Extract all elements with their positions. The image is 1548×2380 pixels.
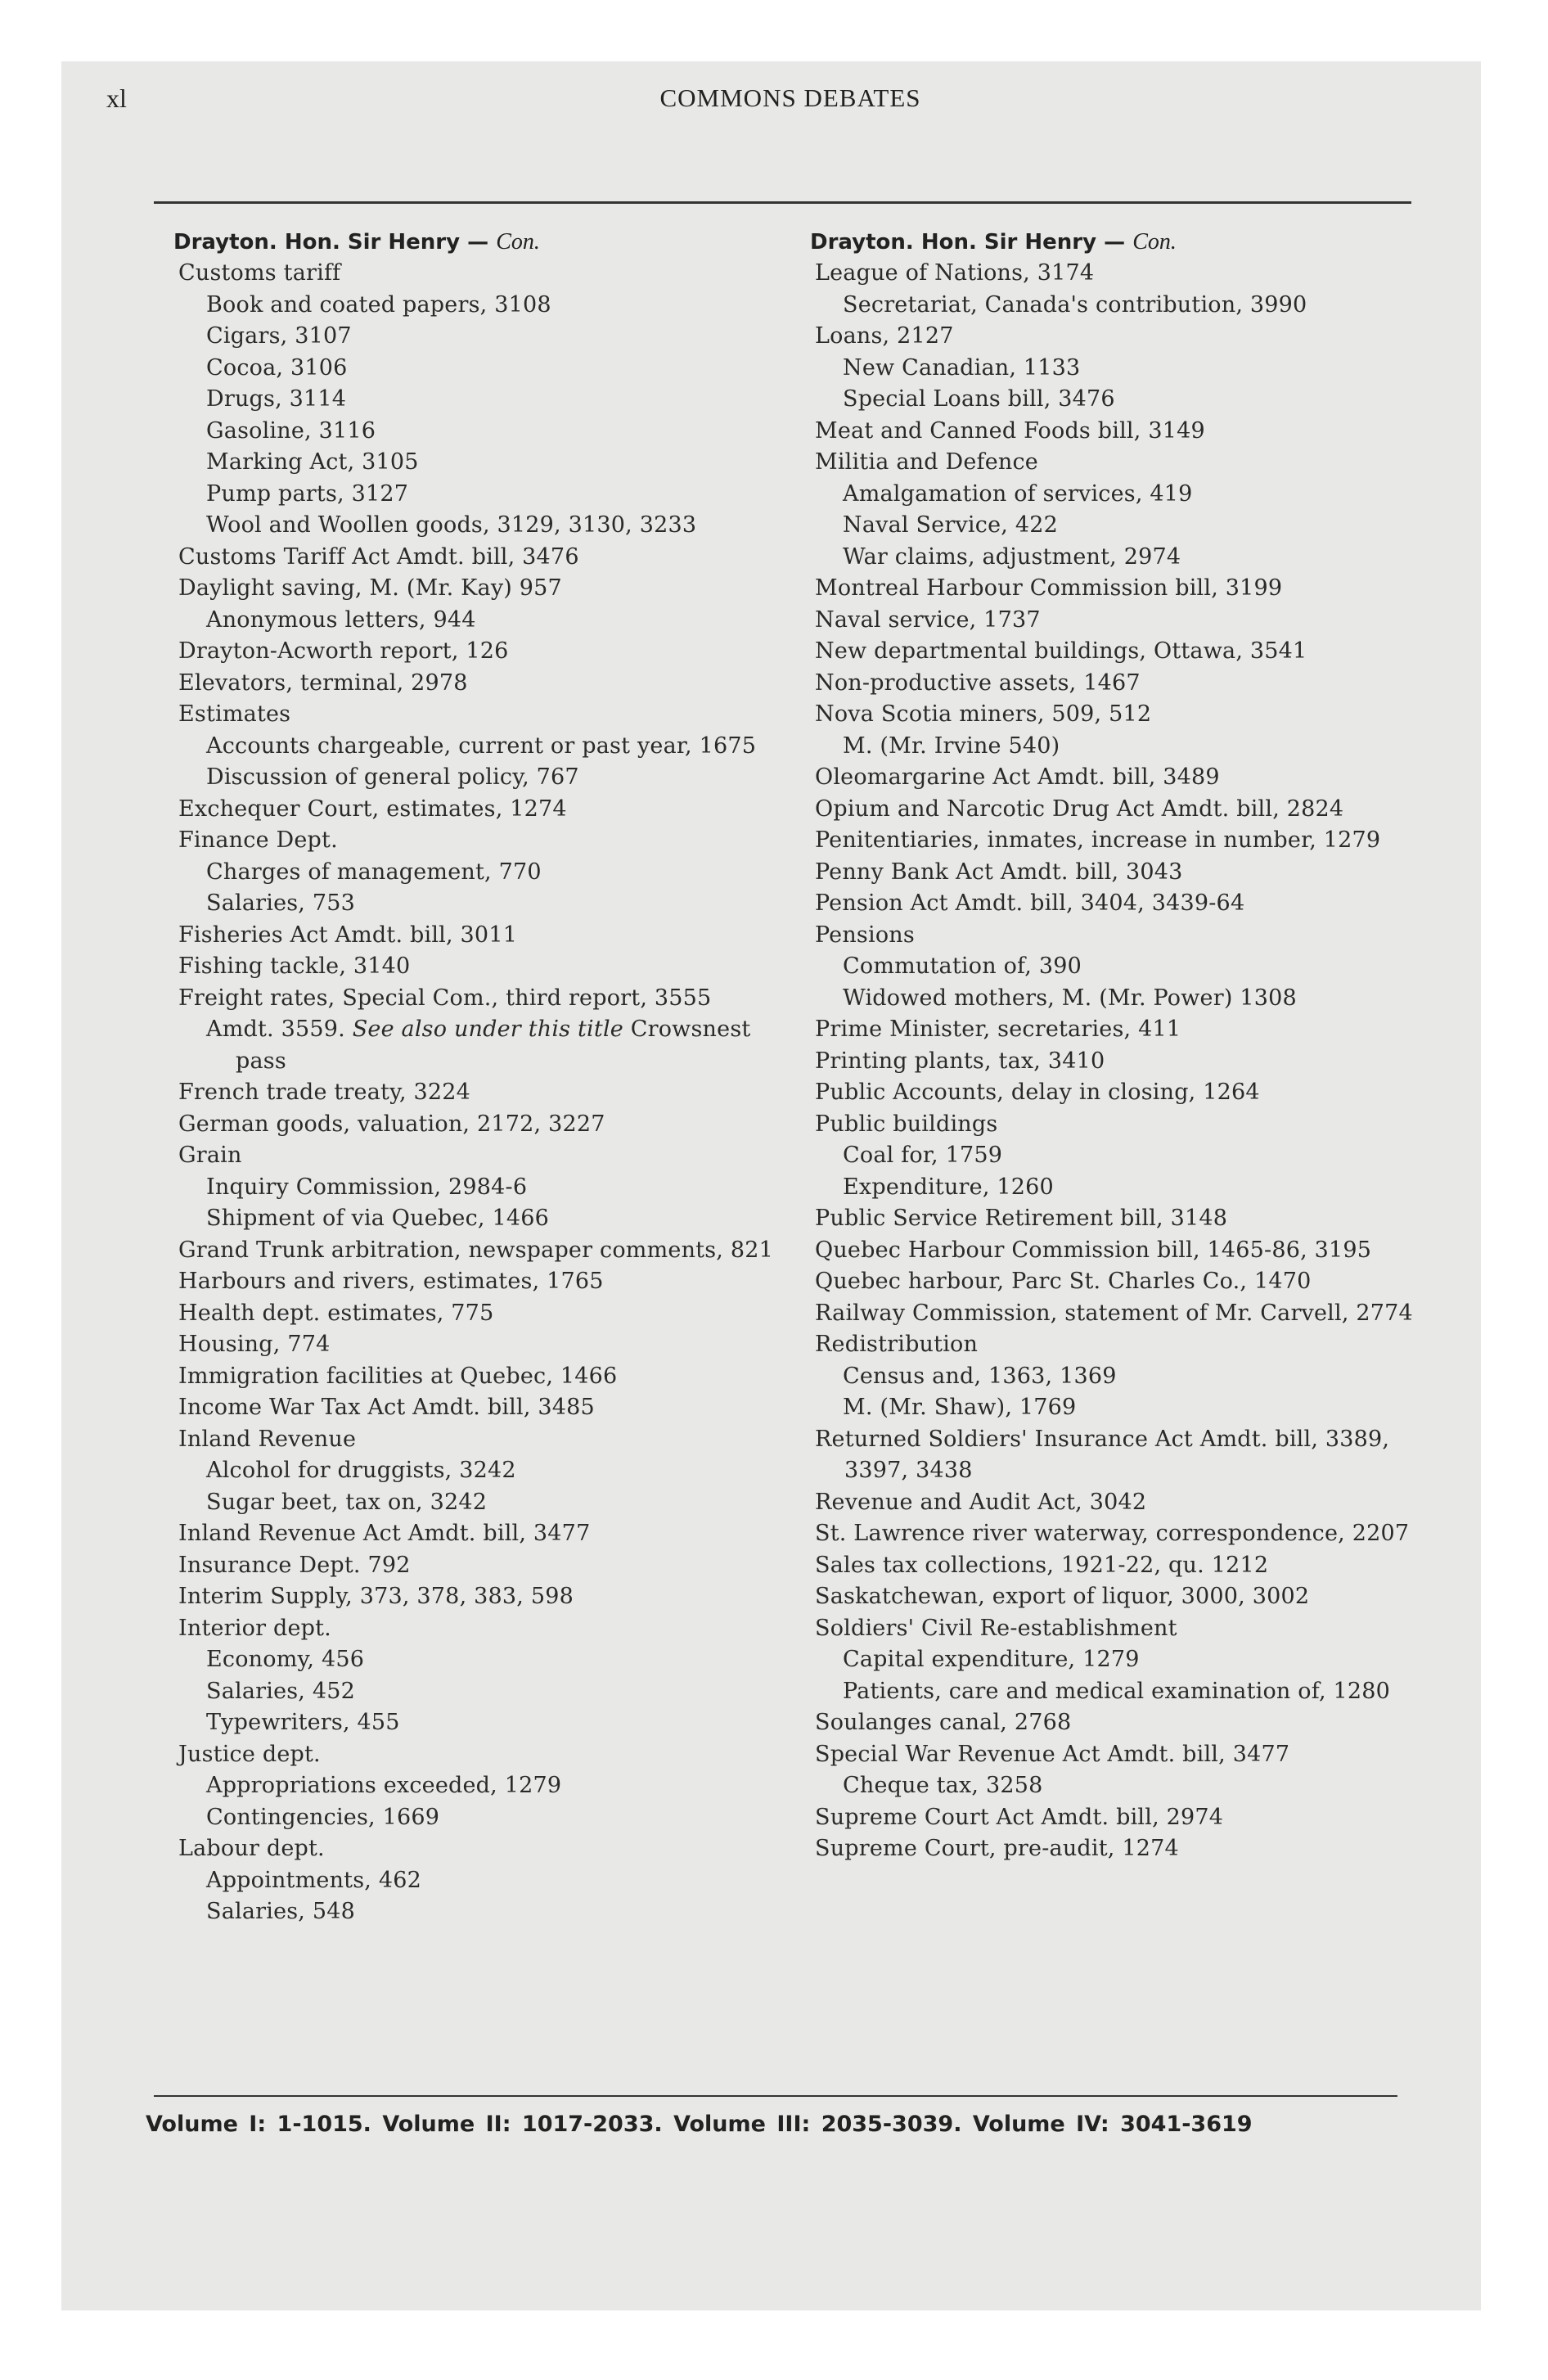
index-entry [178, 1424, 779, 1456]
entry-text: Inland Revenue [178, 1426, 357, 1452]
entry-text: Commutation of, 390 [843, 953, 1082, 979]
entry-text: Amdt. 3559. [206, 1016, 345, 1042]
entry-text: Drayton-Acworth report, 126 [178, 638, 509, 664]
entry-text: Fisheries Act Amdt. bill, 3011 [178, 922, 518, 948]
entry-text: Loans, 2127 [815, 323, 954, 349]
entry-text: Saskatchewan, export of liquor, 3000, 3002 [815, 1584, 1310, 1609]
index-entry [815, 668, 1415, 700]
index-subentry [206, 1014, 779, 1077]
entry-text: Penitentiaries, inmates, increase in number, 1279 [815, 827, 1381, 853]
index-entry [178, 920, 779, 952]
index-entry [815, 1613, 1415, 1645]
entry-text: Railway Commission, statement of Mr. Carvell, 2774 [815, 1300, 1413, 1326]
index-entry [178, 1613, 779, 1645]
entry-text: Public Service Retirement bill, 3148 [815, 1206, 1228, 1231]
index-entry [178, 1550, 779, 1582]
index-entry [178, 1518, 779, 1550]
heading-continued: Con. [1132, 229, 1177, 255]
index-subentry [206, 510, 779, 542]
index-subentry [206, 857, 779, 889]
index-subentry [206, 321, 779, 353]
index-entry [815, 1235, 1415, 1267]
index-subentry [843, 290, 1415, 322]
cross-reference: See also under this title [352, 1016, 623, 1042]
entry-text: Soldiers' Civil Re-establishment [815, 1615, 1177, 1641]
entry-text: Daylight saving, M. (Mr. Kay) 957 [178, 575, 562, 601]
entry-text: Pump parts, 3127 [206, 480, 409, 507]
entry-text: Special War Revenue Act Amdt. bill, 3477 [815, 1741, 1290, 1767]
entry-text: Harbours and rivers, estimates, 1765 [178, 1269, 604, 1294]
index-entry [178, 258, 779, 290]
index-entry [815, 573, 1415, 605]
header-divider [154, 201, 1411, 204]
index-entry [178, 1833, 779, 1865]
entry-text: Census and, 1363, 1369 [843, 1363, 1117, 1389]
entry-text: Oleomargarine Act Amdt. bill, 3489 [815, 764, 1220, 790]
index-entry [178, 573, 779, 605]
entry-text: Drugs, 3114 [206, 386, 347, 412]
index-entry [815, 857, 1415, 889]
entry-text: Shipment of via Quebec, 1466 [206, 1206, 549, 1231]
entry-text: Nova Scotia miners, 509, 512 [815, 701, 1152, 727]
entry-text: Grain [178, 1143, 242, 1168]
index-subentry [206, 1487, 779, 1519]
entry-text: New departmental buildings, Ottawa, 3541 [815, 638, 1307, 664]
index-entry [178, 1581, 779, 1613]
entry-text: Typewriters, 455 [206, 1710, 400, 1735]
entry-text: Coal for, 1759 [843, 1143, 1003, 1168]
entry-text: Non-productive assets, 1467 [815, 669, 1141, 696]
index-subentry [206, 1802, 779, 1834]
index-subentry [843, 384, 1415, 416]
index-entry [815, 794, 1415, 826]
entry-list [810, 258, 1415, 1865]
index-subentry [206, 731, 779, 763]
column-heading [173, 227, 779, 258]
entry-text: Gasoline, 3116 [206, 417, 376, 444]
entry-text: Cheque tax, 3258 [843, 1773, 1043, 1798]
entry-text: Opium and Narcotic Drug Act Amdt. bill, 2824 [815, 796, 1344, 822]
entry-text: Contingencies, 1669 [206, 1804, 440, 1830]
entry-text: Cocoa, 3106 [206, 354, 348, 381]
entry-text: League of Nations, 3174 [815, 260, 1095, 286]
entry-text: Fishing tackle, 3140 [178, 953, 411, 979]
entry-text: Exchequer Court, estimates, 1274 [178, 796, 567, 822]
entry-text: Supreme Court Act Amdt. bill, 2974 [815, 1804, 1224, 1830]
entry-text: Prime Minister, secretaries, 411 [815, 1016, 1181, 1042]
index-entry [815, 888, 1415, 920]
index-column-right [810, 227, 1415, 1865]
entry-text: Insurance Dept. 792 [178, 1552, 411, 1578]
index-subentry [206, 1644, 779, 1676]
entry-text: Appointments, 462 [206, 1867, 421, 1893]
index-entry [178, 794, 779, 826]
entry-text: Salaries, 452 [206, 1678, 356, 1704]
entry-text: Accounts chargeable, current or past year, 1675 [206, 732, 757, 759]
entry-text: M. (Mr. Shaw), 1769 [843, 1395, 1077, 1420]
index-subentry [843, 1172, 1415, 1204]
index-entry [815, 1077, 1415, 1109]
index-subentry [206, 1455, 779, 1487]
index-subentry [843, 1644, 1415, 1676]
index-subentry [843, 510, 1415, 542]
entry-text: Returned Soldiers' Insurance Act Amdt. bill, 3389, 3397, 3438 [815, 1426, 1390, 1483]
index-subentry [206, 1770, 779, 1802]
index-subentry [206, 888, 779, 920]
index-subentry [843, 1770, 1415, 1802]
page-header [0, 83, 1548, 124]
entry-text: Revenue and Audit Act, 3042 [815, 1489, 1147, 1515]
entry-text: Immigration facilities at Quebec, 1466 [178, 1363, 618, 1389]
entry-text: Militia and Defence [815, 449, 1038, 475]
heading-continued: Con. [496, 229, 540, 255]
entry-text: Estimates [178, 701, 291, 727]
index-entry [178, 542, 779, 574]
entry-text: Interim Supply, 373, 378, 383, 598 [178, 1584, 574, 1609]
entry-text: Salaries, 753 [206, 890, 356, 916]
entry-text: Economy, 456 [206, 1647, 365, 1672]
entry-text: Anonymous letters, 944 [206, 606, 476, 633]
index-subentry [843, 1676, 1415, 1708]
entry-text: Widowed mothers, M. (Mr. Power) 1308 [843, 985, 1297, 1011]
entry-text: Capital expenditure, 1279 [843, 1647, 1140, 1672]
index-entry [815, 1487, 1415, 1519]
index-entry [815, 1581, 1415, 1613]
index-subentry [843, 353, 1415, 385]
heading-name: Drayton. Hon. Sir Henry — [810, 230, 1126, 255]
index-subentry [206, 1203, 779, 1235]
entry-text: Montreal Harbour Commission bill, 3199 [815, 575, 1283, 601]
index-subentry [206, 384, 779, 416]
index-subentry [206, 416, 779, 448]
entry-text: French trade treaty, 3224 [178, 1080, 471, 1105]
page-number: xl [106, 83, 127, 113]
entry-text: Printing plants, tax, 3410 [815, 1048, 1105, 1074]
index-subentry [843, 479, 1415, 511]
index-subentry [843, 1392, 1415, 1424]
index-entry [815, 1707, 1415, 1739]
index-subentry [843, 951, 1415, 983]
index-entry [178, 1235, 779, 1267]
entry-text: Health dept. estimates, 775 [178, 1300, 494, 1326]
index-subentry [843, 731, 1415, 763]
entry-text: Quebec Harbour Commission bill, 1465-86, 3195 [815, 1237, 1372, 1263]
entry-text: Public buildings [815, 1111, 998, 1137]
index-entry [178, 1392, 779, 1424]
entry-list [173, 258, 779, 1928]
entry-text: Marking Act, 3105 [206, 449, 419, 475]
index-entry [178, 951, 779, 983]
index-entry [815, 1833, 1415, 1865]
entry-text: Public Accounts, delay in closing, 1264 [815, 1080, 1260, 1105]
volume-ranges: Volume I: 1-1015. Volume II: 1017-2033. Volume III: 2035-3039. Volume IV: 3041-3619 [146, 2112, 1253, 2137]
entry-text: Housing, 774 [178, 1332, 331, 1357]
index-entry [815, 416, 1415, 448]
entry-text: Redistribution [815, 1332, 979, 1357]
index-entry [178, 668, 779, 700]
entry-text: Naval Service, 422 [843, 512, 1058, 538]
index-subentry [206, 447, 779, 479]
index-entry [815, 825, 1415, 857]
entry-text: Meat and Canned Foods bill, 3149 [815, 417, 1205, 444]
index-subentry [206, 1172, 779, 1204]
index-subentry [206, 353, 779, 385]
index-entry [815, 605, 1415, 637]
index-entry [815, 762, 1415, 794]
index-entry [815, 447, 1415, 479]
entry-text: Wool and Woollen goods, 3129, 3130, 3233 [206, 512, 697, 538]
entry-text: Pensions [815, 922, 915, 948]
index-entry [815, 1014, 1415, 1046]
index-entry [178, 1077, 779, 1109]
index-subentry [843, 542, 1415, 574]
index-entry [815, 1550, 1415, 1582]
index-entry [178, 983, 779, 1015]
index-entry [815, 1266, 1415, 1298]
entry-text: Pension Act Amdt. bill, 3404, 3439-64 [815, 890, 1245, 916]
entry-text: Freight rates, Special Com., third report, 3555 [178, 985, 712, 1011]
index-entry [815, 699, 1415, 731]
index-entry [178, 825, 779, 857]
index-subentry [206, 1896, 779, 1928]
index-entry [815, 258, 1415, 290]
entry-text: Inquiry Commission, 2984-6 [206, 1174, 528, 1200]
entry-text: St. Lawrence river waterway, correspondence, 2207 [815, 1521, 1410, 1546]
entry-text: Naval service, 1737 [815, 606, 1041, 633]
entry-text: Special Loans bill, 3476 [843, 386, 1115, 412]
entry-text: Elevators, terminal, 2978 [178, 669, 468, 696]
entry-text: Salaries, 548 [206, 1899, 356, 1924]
entry-text: Appropriations exceeded, 1279 [206, 1773, 562, 1798]
index-entry [178, 1739, 779, 1771]
entry-text: Income War Tax Act Amdt. bill, 3485 [178, 1395, 595, 1420]
entry-text: War claims, adjustment, 2974 [843, 543, 1181, 570]
index-subentry [206, 290, 779, 322]
index-column-left [173, 227, 779, 1928]
index-subentry [843, 983, 1415, 1015]
index-entry [178, 636, 779, 668]
entry-text: Alcohol for druggists, 3242 [206, 1458, 516, 1483]
index-subentry [843, 1140, 1415, 1172]
index-entry [815, 636, 1415, 668]
entry-text: Patients, care and medical examination of, 1280 [843, 1678, 1391, 1704]
index-subentry [206, 762, 779, 794]
cross-reference-target: Crowsnest pass [236, 1016, 751, 1074]
entry-text: Secretariat, Canada's contribution, 3990 [843, 291, 1307, 318]
entry-text: Amalgamation of services, 419 [843, 480, 1193, 507]
index-entry [815, 321, 1415, 353]
entry-text: Inland Revenue Act Amdt. bill, 3477 [178, 1521, 591, 1546]
entry-text: Sugar beet, tax on, 3242 [206, 1489, 488, 1515]
index-entry [178, 1266, 779, 1298]
index-subentry [206, 1865, 779, 1897]
entry-text: Discussion of general policy, 767 [206, 764, 579, 790]
index-subentry [206, 605, 779, 637]
entry-text: Charges of management, 770 [206, 859, 542, 885]
index-entry [815, 1739, 1415, 1771]
page-title: COMMONS DEBATES [659, 83, 921, 112]
index-entry [815, 1424, 1415, 1487]
entry-text: M. (Mr. Irvine 540) [843, 732, 1060, 759]
heading-name: Drayton. Hon. Sir Henry — [173, 230, 489, 255]
entry-text: New Canadian, 1133 [843, 354, 1081, 381]
entry-text: Grand Trunk arbitration, newspaper comments, 821 [178, 1237, 773, 1263]
index-entry [815, 1046, 1415, 1078]
entry-text: Soulanges canal, 2768 [815, 1710, 1072, 1735]
entry-text: Penny Bank Act Amdt. bill, 3043 [815, 859, 1183, 885]
index-entry [815, 1203, 1415, 1235]
entry-text: Interior dept. [178, 1615, 331, 1641]
index-entry [815, 1298, 1415, 1330]
entry-text: Customs Tariff Act Amdt. bill, 3476 [178, 543, 579, 570]
entry-text: Cigars, 3107 [206, 323, 352, 349]
entry-text: Quebec harbour, Parc St. Charles Co., 1470 [815, 1269, 1312, 1294]
entry-text: Book and coated papers, 3108 [206, 291, 551, 318]
index-entry [815, 1802, 1415, 1834]
entry-text: Customs tariff [178, 260, 341, 286]
index-entry [815, 920, 1415, 952]
index-entry [178, 1298, 779, 1330]
index-subentry [206, 1676, 779, 1708]
entry-text: Expenditure, 1260 [843, 1174, 1054, 1200]
entry-text: Sales tax collections, 1921-22, qu. 1212 [815, 1552, 1269, 1578]
index-entry [815, 1109, 1415, 1141]
index-subentry [206, 479, 779, 511]
index-entry [178, 1329, 779, 1361]
index-entry [178, 1109, 779, 1141]
entry-text: Supreme Court, pre-audit, 1274 [815, 1836, 1179, 1861]
index-subentry [843, 1361, 1415, 1393]
entry-text: Justice dept. [178, 1741, 321, 1767]
index-entry [178, 699, 779, 731]
index-entry [178, 1361, 779, 1393]
entry-text: Finance Dept. [178, 827, 338, 853]
index-entry [178, 1140, 779, 1172]
column-heading [810, 227, 1415, 258]
index-entry [815, 1518, 1415, 1550]
index-subentry [206, 1707, 779, 1739]
entry-text: German goods, valuation, 2172, 3227 [178, 1111, 605, 1137]
entry-text: Labour dept. [178, 1836, 325, 1861]
index-entry [815, 1329, 1415, 1361]
footer-divider [154, 2095, 1397, 2097]
